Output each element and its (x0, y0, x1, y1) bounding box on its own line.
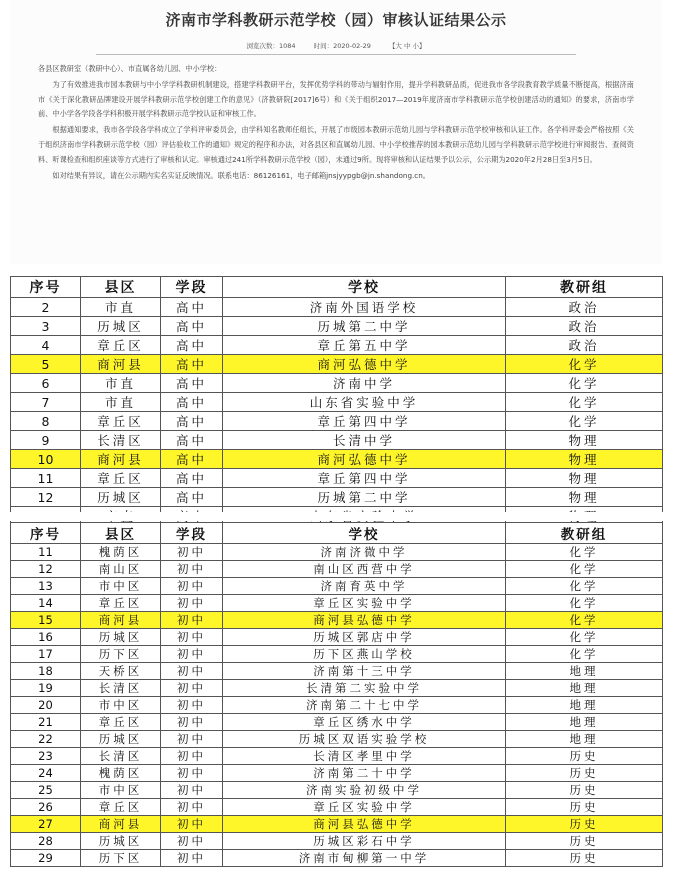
cell-county: 市中区 (81, 782, 161, 799)
cell-county: 南山区 (81, 561, 161, 578)
cell-group: 化学 (506, 561, 663, 578)
publish-time: 时间：2020-02-29 (313, 42, 371, 50)
cell-school: 商河弘德中学 (223, 450, 506, 469)
cell-number: 29 (11, 850, 81, 867)
cell-group: 历史 (506, 782, 663, 799)
cell-county: 槐荫区 (81, 544, 161, 561)
column-header: 学校 (223, 523, 506, 544)
cell-group: 地理 (506, 714, 663, 731)
cell-level: 初中 (161, 663, 223, 680)
cell-level: 初中 (161, 714, 223, 731)
cell-level: 初中 (161, 816, 223, 833)
cell-group: 地理 (506, 663, 663, 680)
table-row-highlighted (11, 355, 663, 374)
cell-county: 历下区 (81, 646, 161, 663)
table-header-row (11, 523, 663, 544)
cell-number: 11 (11, 469, 81, 488)
cell-school: 历城区彩石中学 (223, 833, 506, 850)
cell-group: 化学 (506, 412, 663, 431)
cell-group: 历史 (506, 748, 663, 765)
cell-group: 化学 (506, 374, 663, 393)
cell-county: 商河县 (81, 816, 161, 833)
cell-level: 初中 (161, 646, 223, 663)
page-title: 济南市学科教研示范学校（园）审核认证结果公示 (165, 11, 507, 29)
table-row (11, 431, 663, 450)
cell-number: 3 (11, 317, 81, 336)
cell-group: 物理 (506, 431, 663, 450)
cell-number: 7 (11, 393, 81, 412)
column-header: 学校 (223, 277, 506, 298)
cell-level: 初中 (161, 544, 223, 561)
cell-number: 9 (11, 431, 81, 450)
cell-county: 商河县 (81, 612, 161, 629)
cell-group: 地理 (506, 697, 663, 714)
cell-level: 初中 (161, 765, 223, 782)
cell-school: 商河县弘德中学 (223, 816, 506, 833)
table-row (11, 799, 663, 816)
paragraph: 为了有效推进我市园本教研与中小学学科教研机制建设，搭建学科教研平台，发挥优势学科的带动与辐射作用，提升学科教研品质，促进我市各学段教育教学质量不断提高，根据济南市《关于深化教研品牌建设开展学科教研示范学校创建工作的意见》（济教研院[2017]6号）和《关于组织2017—2019年度济南市学科教研示范学校创建活动的通知》的要求，济南市学前、中小学各学段各学科积极开展学科教研示范学校认证和审核工作。 (38, 79, 634, 119)
cell-level: 高中 (161, 317, 223, 336)
cell-level: 高中 (161, 336, 223, 355)
cell-group: 化学 (506, 646, 663, 663)
article-meta (10, 41, 662, 50)
table-row (11, 336, 663, 355)
results-table-junior-high (10, 522, 663, 867)
cell-group: 历史 (506, 850, 663, 867)
cell-level: 初中 (161, 680, 223, 697)
cell-school: 济南实验初级中学 (223, 782, 506, 799)
cell-county: 长清区 (81, 748, 161, 765)
cell-group: 化学 (506, 612, 663, 629)
cell-school: 章丘第五中学 (223, 336, 506, 355)
cell-group: 化学 (506, 629, 663, 646)
table-row-highlighted (11, 450, 663, 469)
cell-number: 12 (11, 561, 81, 578)
cell-school: 济南外国语学校 (223, 298, 506, 317)
table-row-highlighted (11, 612, 663, 629)
cell-level: 初中 (161, 697, 223, 714)
cell-group: 物理 (506, 469, 663, 488)
table-header-row (11, 277, 663, 298)
cell-level: 高中 (161, 355, 223, 374)
cell-group: 地理 (506, 731, 663, 748)
table-row (11, 595, 663, 612)
cell-number: 16 (11, 629, 81, 646)
cell-county: 章丘区 (81, 595, 161, 612)
cell-school: 济南中学 (223, 374, 506, 393)
cell-group: 化学 (506, 544, 663, 561)
cell-county: 章丘区 (81, 412, 161, 431)
cell-school: 南山区西营中学 (223, 561, 506, 578)
cell-group: 化学 (506, 393, 663, 412)
cell-number: 23 (11, 748, 81, 765)
cell-number: 19 (11, 680, 81, 697)
cell-level: 初中 (161, 731, 223, 748)
separator (0, 267, 676, 276)
cell-number: 18 (11, 663, 81, 680)
cell-county: 槐荫区 (81, 765, 161, 782)
cell-level: 初中 (161, 612, 223, 629)
cell-number: 17 (11, 646, 81, 663)
cell-number: 26 (11, 799, 81, 816)
cell-level: 高中 (161, 298, 223, 317)
cell-county: 市直 (81, 298, 161, 317)
cell-school: 历城区双语实验学校 (223, 731, 506, 748)
column-header: 序号 (11, 523, 81, 544)
table-row (11, 469, 663, 488)
cell-group: 物理 (506, 488, 663, 507)
cell-group: 历史 (506, 799, 663, 816)
table-row (11, 748, 663, 765)
table-row (11, 714, 663, 731)
column-header: 序号 (11, 277, 81, 298)
cell-school: 济南济微中学 (223, 544, 506, 561)
paragraph: 根据通知要求，我市各学段各学科成立了学科评审委员会，由学科知名教师任组长，开展了市级园本教研示范幼儿园与学科教研示范学校审核和认证工作。各学科评委会严格按照《关于组织济南市学科教研示范学校（园）评估验收工作的通知》规定的程序和办法，对各县区和直属幼儿园、中小学校推荐的园本教研示范幼儿园与学科教研示范学校进行审阅报告、查阅资料、听课检查和组织座谈等方式进行了审核和认定。审核通过241所学科教研示范学校（园），未通过9所。现将审核和认证结果予以公示，公示期为2020年2月28日至3月5日。 (38, 125, 634, 164)
cell-number: 14 (11, 595, 81, 612)
table-row-highlighted (11, 816, 663, 833)
cell-level: 初中 (161, 850, 223, 867)
cell-county: 章丘区 (81, 799, 161, 816)
table-row (11, 488, 663, 507)
cell-county: 市直 (81, 393, 161, 412)
cell-number: 25 (11, 782, 81, 799)
cell-school: 长清第二实验中学 (223, 680, 506, 697)
cell-county: 章丘区 (81, 336, 161, 355)
cell-number: 15 (11, 612, 81, 629)
cell-school: 长清区孝里中学 (223, 748, 506, 765)
cell-level: 初中 (161, 595, 223, 612)
cell-level: 高中 (161, 450, 223, 469)
cell-number: 5 (11, 355, 81, 374)
cell-county: 市中区 (81, 578, 161, 595)
results-table-high-school (10, 276, 663, 526)
cell-county: 天桥区 (81, 663, 161, 680)
cell-county: 市中区 (81, 697, 161, 714)
cell-level: 初中 (161, 629, 223, 646)
cell-county: 章丘区 (81, 469, 161, 488)
cell-school: 章丘第四中学 (223, 469, 506, 488)
column-header: 教研组 (506, 277, 663, 298)
table-row (11, 298, 663, 317)
cell-school: 章丘区实验中学 (223, 799, 506, 816)
table-row (11, 697, 663, 714)
font-size-switch[interactable]: 【大 中 小】 (388, 42, 426, 50)
cell-county: 历城区 (81, 317, 161, 336)
table-row (11, 317, 663, 336)
cell-school: 商河弘德中学 (223, 355, 506, 374)
contact-paragraph: 如对结果有异议，请在公示期内实名实证反映情况。联系电话：86126161，电子邮箱jnsjyypgb@jn.shandong.cn。 (52, 170, 430, 180)
cell-level: 高中 (161, 412, 223, 431)
cell-county: 历下区 (81, 850, 161, 867)
table-row (11, 374, 663, 393)
cell-group: 地理 (506, 680, 663, 697)
table-row (11, 731, 663, 748)
cell-number: 24 (11, 765, 81, 782)
cell-group: 历史 (506, 816, 663, 833)
cell-school: 山东省实验中学 (223, 393, 506, 412)
cell-level: 初中 (161, 782, 223, 799)
cell-number: 4 (11, 336, 81, 355)
cell-school: 历下区燕山学校 (223, 646, 506, 663)
cell-county: 商河县 (81, 355, 161, 374)
cell-level: 高中 (161, 469, 223, 488)
column-header: 学段 (161, 277, 223, 298)
table-row (11, 393, 663, 412)
cell-county: 商河县 (81, 450, 161, 469)
column-header: 县区 (81, 277, 161, 298)
cell-group: 物理 (506, 450, 663, 469)
cell-level: 高中 (161, 431, 223, 450)
column-header: 学段 (161, 523, 223, 544)
cell-group: 政治 (506, 298, 663, 317)
table-row (11, 680, 663, 697)
cell-number: 21 (11, 714, 81, 731)
view-count: 浏览次数：1084 (246, 42, 296, 50)
notice-document (10, 0, 662, 264)
table-row (11, 782, 663, 799)
table-row (11, 544, 663, 561)
cell-group: 化学 (506, 355, 663, 374)
cell-county: 市直 (81, 374, 161, 393)
cell-group: 政治 (506, 336, 663, 355)
cell-school: 济南第十三中学 (223, 663, 506, 680)
cell-county: 历城区 (81, 731, 161, 748)
separator (0, 512, 676, 521)
cell-school: 济南第二十中学 (223, 765, 506, 782)
table-row (11, 765, 663, 782)
cell-school: 历城第二中学 (223, 488, 506, 507)
cell-group: 化学 (506, 578, 663, 595)
table-row (11, 412, 663, 431)
cell-number: 13 (11, 578, 81, 595)
table-row (11, 578, 663, 595)
cell-school: 章丘区绣水中学 (223, 714, 506, 731)
table-row (11, 833, 663, 850)
cell-number: 22 (11, 731, 81, 748)
table-row (11, 561, 663, 578)
table-row (11, 663, 663, 680)
cell-number: 11 (11, 544, 81, 561)
divider (96, 54, 576, 55)
column-header: 教研组 (506, 523, 663, 544)
cell-county: 历城区 (81, 629, 161, 646)
cell-level: 高中 (161, 488, 223, 507)
cell-number: 2 (11, 298, 81, 317)
column-header: 县区 (81, 523, 161, 544)
cell-group: 历史 (506, 765, 663, 782)
cell-school: 商河县弘德中学 (223, 612, 506, 629)
cell-number: 8 (11, 412, 81, 431)
cell-level: 初中 (161, 799, 223, 816)
cell-level: 高中 (161, 374, 223, 393)
cell-number: 12 (11, 488, 81, 507)
cell-number: 6 (11, 374, 81, 393)
cell-group: 化学 (506, 595, 663, 612)
table-row (11, 850, 663, 867)
cell-school: 济南第二十七中学 (223, 697, 506, 714)
cell-level: 高中 (161, 393, 223, 412)
cell-group: 政治 (506, 317, 663, 336)
cell-level: 初中 (161, 833, 223, 850)
cell-number: 27 (11, 816, 81, 833)
cell-county: 章丘区 (81, 714, 161, 731)
cell-school: 章丘区实验中学 (223, 595, 506, 612)
cell-number: 10 (11, 450, 81, 469)
cell-county: 历城区 (81, 488, 161, 507)
cell-school: 济南市甸柳第一中学 (223, 850, 506, 867)
cell-number: 28 (11, 833, 81, 850)
cell-county: 历城区 (81, 833, 161, 850)
cell-school: 历城第二中学 (223, 317, 506, 336)
cell-school: 历城区郭店中学 (223, 629, 506, 646)
cell-county: 长清区 (81, 431, 161, 450)
cell-level: 初中 (161, 561, 223, 578)
table-row (11, 629, 663, 646)
cell-number: 20 (11, 697, 81, 714)
cell-school: 济南育英中学 (223, 578, 506, 595)
cell-school: 长清中学 (223, 431, 506, 450)
cell-level: 初中 (161, 748, 223, 765)
cell-school: 章丘第四中学 (223, 412, 506, 431)
cell-level: 初中 (161, 578, 223, 595)
salutation: 各县区教研室（教研中心）、市直属各幼儿园、中小学校： (38, 64, 222, 73)
cell-county: 长清区 (81, 680, 161, 697)
table-row (11, 646, 663, 663)
notice-body (38, 62, 634, 184)
cell-group: 历史 (506, 833, 663, 850)
